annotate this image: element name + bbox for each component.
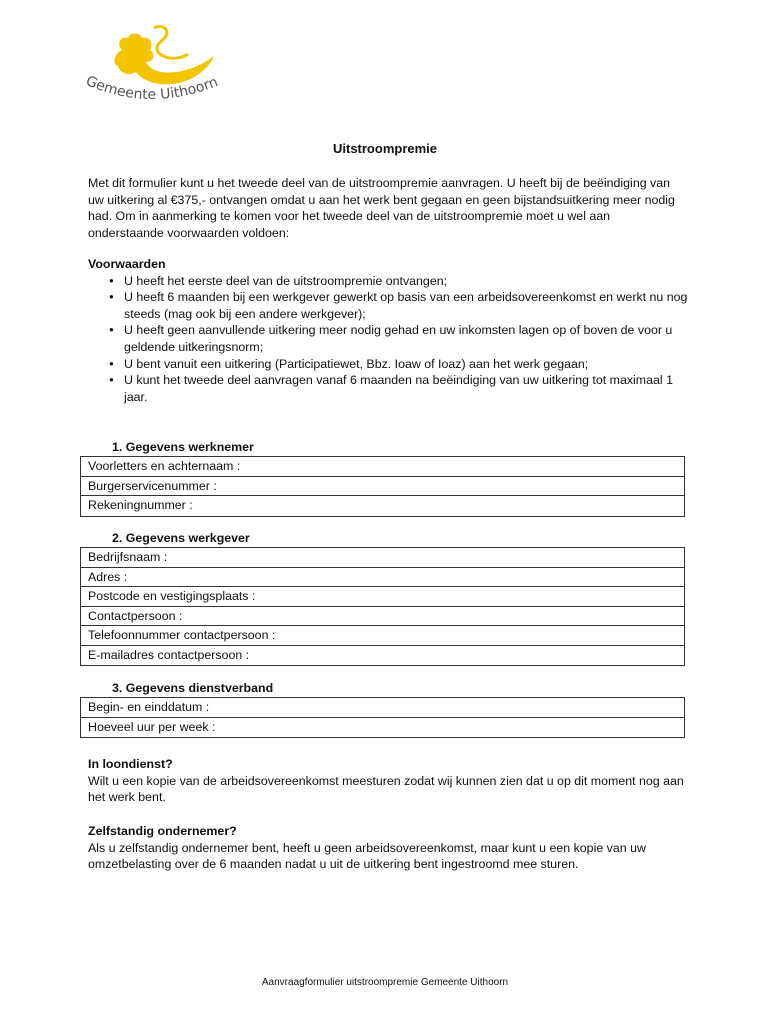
intro-paragraph: Met dit formulier kunt u het tweede deel van de uitstroompremie aanvragen. U heeft bij de beëindiging van uw uitkering al €375,- ontvangen omdat u aan het werk bent gegaan en geen bijstandsuitkering meer nodig had. Om in aanmerking te komen voor het tweede deel van de uitstroompremie moet u wel aan onderstaande voorwaarden voldoen: xyxy=(88,176,675,240)
condition-item: ● U bent vanuit een uitkering (Participatiewet, Bbz. Ioaw of Ioaz) aan het werk gegaan; xyxy=(88,356,688,373)
condition-item: ● U kunt het tweede deel aanvragen vanaf 6 maanden na beëindiging van uw uitkering tot maximaal 1 jaar. xyxy=(88,372,688,405)
loondienst-heading: In loondienst? xyxy=(88,757,173,771)
form-field-hours[interactable]: Hoeveel uur per week : xyxy=(88,719,216,734)
conditions-block xyxy=(88,256,688,405)
conditions-heading: Voorwaarden xyxy=(88,257,166,271)
form-field-name[interactable]: Voorletters en achternaam : xyxy=(81,457,684,477)
form-field-address[interactable]: Adres : xyxy=(81,568,684,588)
form-field-account[interactable]: Rekeningnummer : xyxy=(88,498,193,512)
zelfstandig-heading: Zelfstandig ondernemer? xyxy=(88,824,237,838)
form-table-werknemer xyxy=(80,456,685,517)
conditions-list xyxy=(88,273,688,406)
logo-text: Gemeente Uithoorn xyxy=(83,73,221,104)
page-footer: Aanvraagformulier uitstroompremie Gemeente Uithoorn xyxy=(261,977,509,988)
form-field-company[interactable]: Bedrijfsnaam : xyxy=(81,548,684,568)
form-field-phone[interactable]: Telefoonnummer contactpersoon : xyxy=(81,626,684,646)
form-table-werkgever xyxy=(80,547,685,666)
form-field-dates[interactable]: Begin- en einddatum : xyxy=(81,698,684,718)
loondienst-block xyxy=(88,756,688,806)
form-field-email[interactable]: E-mailadres contactpersoon : xyxy=(88,647,250,662)
condition-item: ● U heeft 6 maanden bij een werkgever gewerkt op basis van een arbeidsovereenkomst en werkt nu nog steeds (mag ook bij een andere werkgever); xyxy=(88,289,688,322)
form-field-bsn[interactable]: Burgerservicenummer : xyxy=(81,477,684,497)
loondienst-text: Wilt u een kopie van de arbeidsovereenkomst meesturen zodat wij kunnen zien dat u op dit moment nog aan het werk bent. xyxy=(88,773,684,805)
form-field-postcode[interactable]: Postcode en vestigingsplaats : xyxy=(81,587,684,607)
section-title-dienstverband: 3. Gegevens dienstverband xyxy=(112,681,274,695)
page-title: Uitstroompremie xyxy=(332,141,438,156)
form-table-dienstverband xyxy=(80,697,685,738)
form-field-contact[interactable]: Contactpersoon : xyxy=(81,607,684,627)
condition-item: ● U heeft het eerste deel van de uitstroompremie ontvangen; xyxy=(88,273,688,290)
zelfstandig-block xyxy=(88,823,688,873)
section-title-werknemer: 1. Gegevens werknemer xyxy=(112,440,254,454)
zelfstandig-text: Als u zelfstandig ondernemer bent, heeft u geen arbeidsovereenkomst, maar kunt u een kopie van uw omzetbelasting over de 6 maanden nadat u uit de uitkering bent ingestroomd mee sturen. xyxy=(88,840,646,872)
municipality-logo xyxy=(80,22,230,112)
intro-text xyxy=(88,175,688,241)
section-title-werkgever: 2. Gegevens werkgever xyxy=(112,531,250,545)
logo-graphic xyxy=(80,22,230,112)
condition-item: ● U heeft geen aanvullende uitkering meer nodig gehad en uw inkomsten lagen op of boven de voor u geldende uitkeringsnorm; xyxy=(88,322,688,355)
